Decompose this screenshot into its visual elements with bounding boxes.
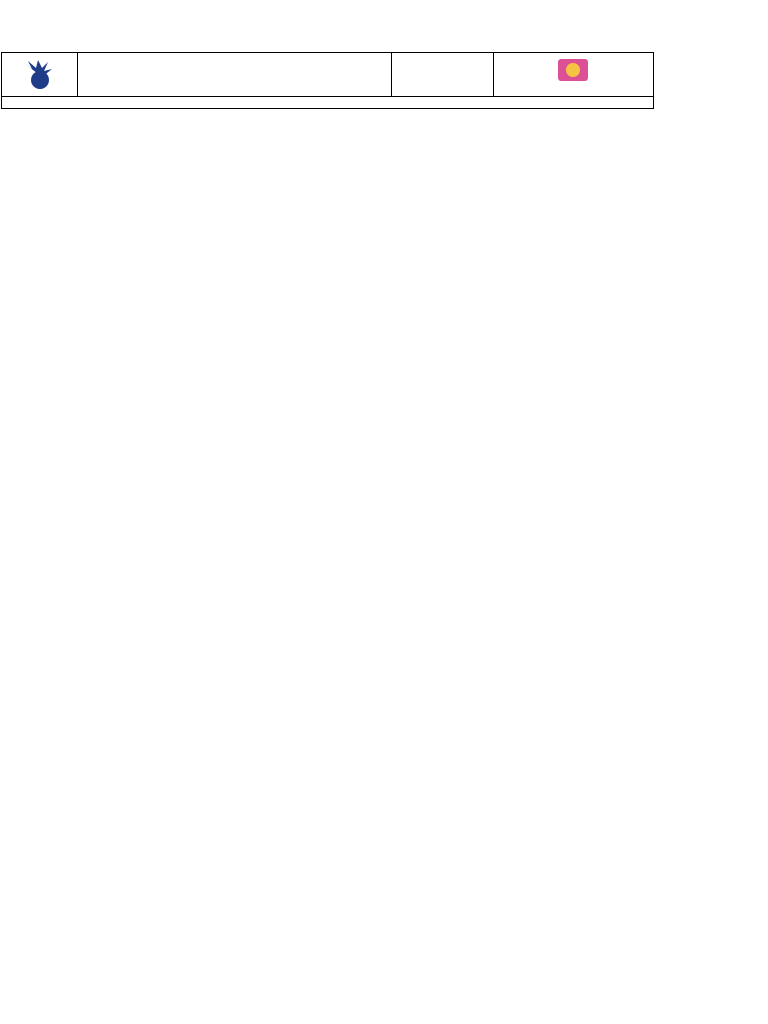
ub-logo-icon [2,53,78,96]
title-block [78,53,392,96]
sheet-title [1,97,654,109]
document-meta [392,53,494,96]
brand-logo-icon [494,53,654,96]
brand-logo [494,53,654,96]
document-header [1,52,654,97]
ub-logo [2,53,78,96]
